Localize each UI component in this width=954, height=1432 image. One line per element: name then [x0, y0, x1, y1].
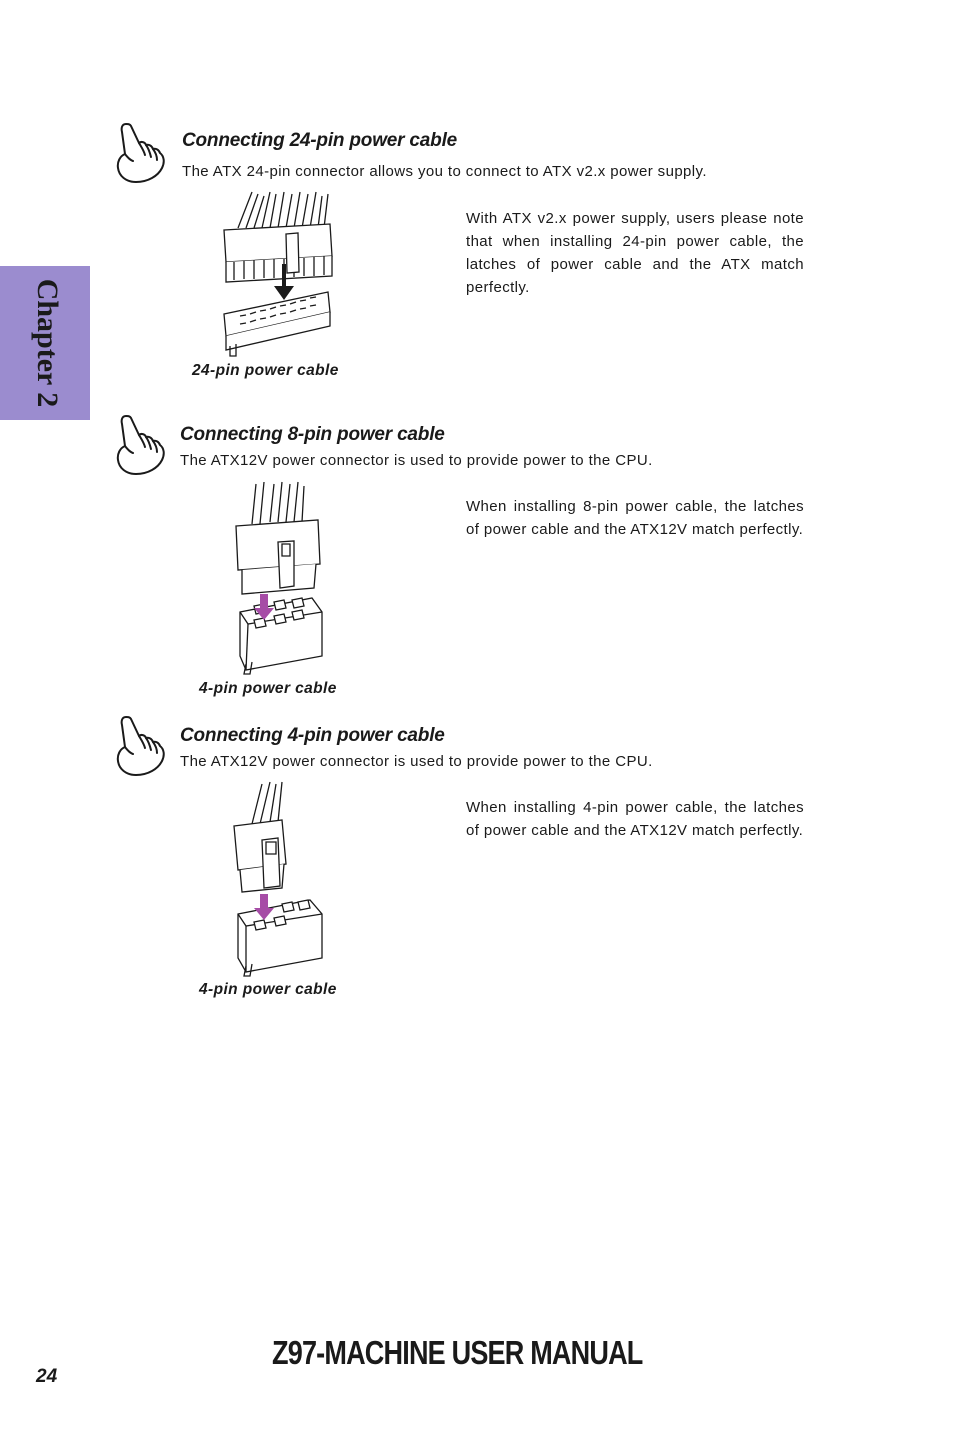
figure-caption-8pin: 4-pin power cable [199, 680, 337, 697]
figure-caption-24pin: 24-pin power cable [192, 362, 339, 379]
manual-title: Z97-MACHINE USER MANUAL [272, 1334, 643, 1371]
page-number: 24 [36, 1366, 58, 1387]
chapter-tab-label: Chapter 2 [31, 278, 64, 408]
section-title-24pin: Connecting 24-pin power cable [182, 130, 458, 151]
figure-caption-4pin: 4-pin power cable [199, 981, 337, 998]
section-description-4pin: The ATX12V power connector is used to provide power to the CPU. [180, 753, 653, 770]
connector-24pin-figure [200, 190, 350, 360]
connector-4pin-figure [226, 780, 330, 978]
section-title-8pin: Connecting 8-pin power cable [180, 424, 445, 445]
pointing-hand-icon [112, 120, 168, 186]
pointing-hand-icon [112, 713, 168, 779]
section-description-24pin: The ATX 24-pin connector allows you to connect to ATX v2.x power supply. [182, 163, 707, 180]
note-24pin: With ATX v2.x power supply, users please note that when installing 24-pin power cable, the latches of power cable and the ATX match perfectly. [466, 210, 804, 296]
note-4pin: When installing 4-pin power cable, the latches of power cable and the ATX12V match perfectly. [466, 799, 804, 839]
note-8pin: When installing 8-pin power cable, the latches of power cable and the ATX12V match perfectly. [466, 498, 804, 538]
section-title-4pin: Connecting 4-pin power cable [180, 725, 445, 746]
section-description-8pin: The ATX12V power connector is used to provide power to the CPU. [180, 452, 653, 469]
connector-8pin-figure [226, 480, 330, 676]
pointing-hand-icon [112, 412, 168, 478]
chapter-tab [0, 266, 90, 420]
